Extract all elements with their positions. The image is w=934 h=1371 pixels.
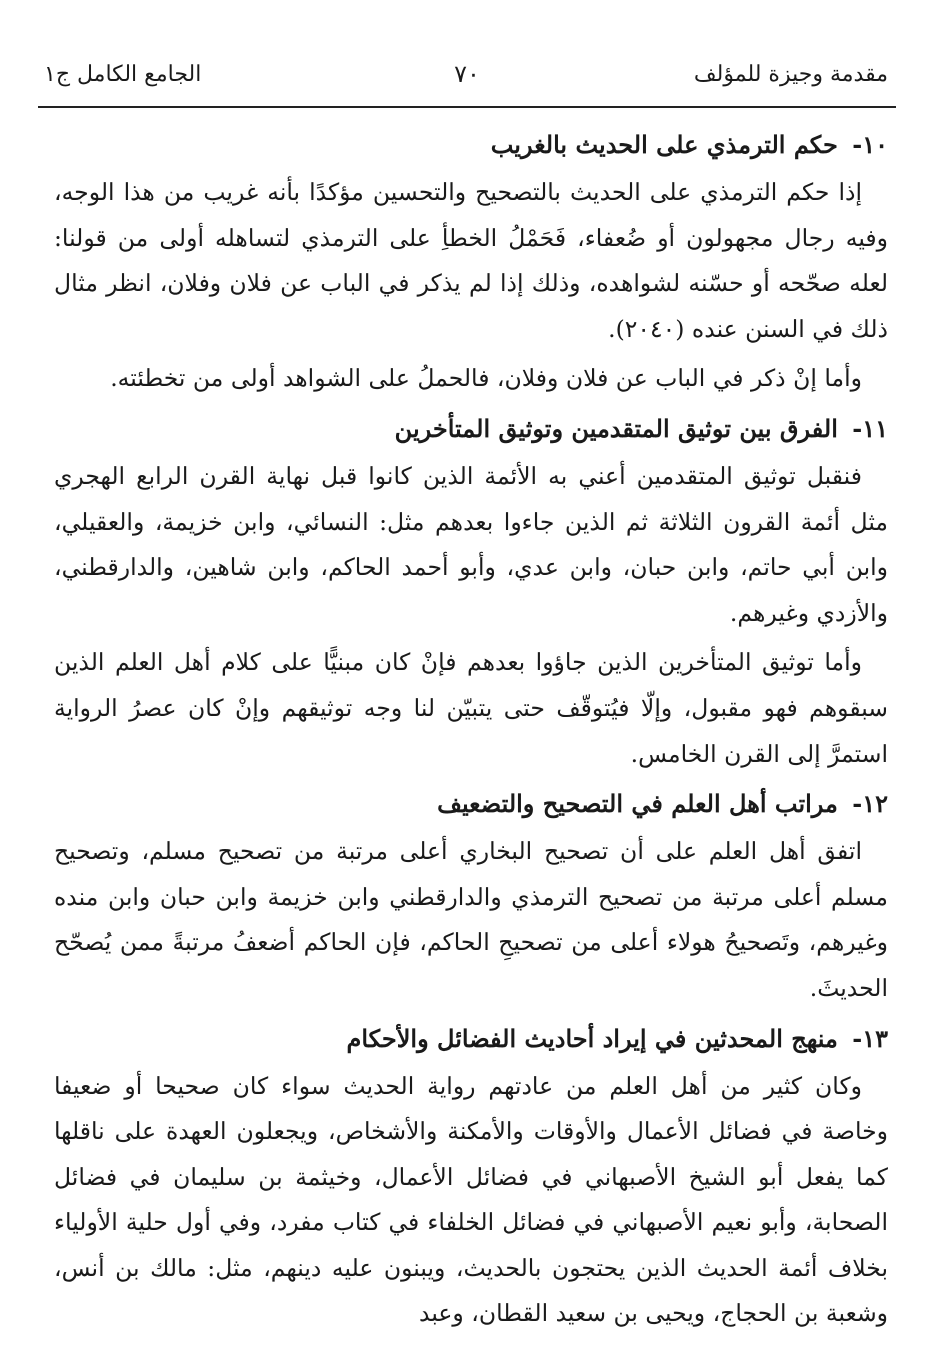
section-title: حكم الترمذي على الحديث بالغريب bbox=[490, 130, 838, 159]
paragraph: إذا حكم الترمذي على الحديث بالتصحيح والتحسين مؤكدًا بأنه غريب من هذا الوجه، وفيه رجال مجهولون أو ضُعفاء، فَحَمْلُ الخطأِ على الترمذي لتساهله أولى من قولنا: لعله صحّحه أو حسّنه لشواهده، وذلك إذا لم يذكر في الباب عن فلان وفلان، انظر مثال ذلك في السنن عنده (٢٠٤٠). bbox=[54, 178, 888, 343]
running-head bbox=[40, 58, 894, 98]
section-heading-11 bbox=[54, 406, 888, 452]
section-number: ١١- bbox=[852, 413, 888, 443]
section-number: ١٠- bbox=[852, 130, 888, 159]
running-head-section-title: مقدمة وجيزة للمؤلف bbox=[693, 62, 888, 87]
section-title: الفرق بين توثيق المتقدمين وتوثيق المتأخرين bbox=[394, 413, 838, 443]
section-heading-13 bbox=[54, 1016, 888, 1062]
paragraph: وأما إنْ ذكر في الباب عن فلان وفلان، فالحملُ على الشواهد أولى من تخطئته. bbox=[110, 364, 862, 393]
page-number: ٧٠ bbox=[454, 60, 480, 88]
section-title: منهج المحدثين في إيراد أحاديث الفضائل والأحكام bbox=[346, 1023, 838, 1053]
section-number: ١٢- bbox=[852, 789, 888, 819]
running-head-book-title: الجامع الكامل ج١ bbox=[44, 62, 202, 87]
section-heading-10 bbox=[54, 122, 888, 168]
page-body bbox=[54, 118, 888, 1341]
section-number: ١٣- bbox=[852, 1023, 888, 1053]
header-rule bbox=[38, 106, 896, 108]
paragraph: اتفق أهل العلم على أن تصحيح البخاري أعلى مرتبة من تصحيح مسلم، وتصحيح مسلم أعلى مرتبة من تصحيح الترمذي والدارقطني وابن خزيمة وابن حبان وابن منده وغيرهم، وتَصحيحُ هولاء أعلى من تصحيحِ الحاكم، فإن الحاكم أضعفُ مرتبةً ممن يُصحّح الحديثَ. bbox=[54, 837, 888, 1002]
section-title: مراتب أهل العلم في التصحيح والتضعيف bbox=[437, 789, 838, 819]
paragraph: وكان كثير من أهل العلم من عادتهم رواية الحديث سواء كان صحيحا أو ضعيفا وخاصة في فضائل الأعمال والأوقات والأمكنة والأشخاص، ويجعلون العهدة على ناقلها كما يفعل أبو الشيخ الأصبهاني في فضائل الأعمال، وخيثمة بن سليمان في فضائل الصحابة، وأبو نعيم الأصبهاني في فضائل الخلفاء في كتاب مفرد، وفي أول حلية الأولياء بخلاف أئمة الحديث الذين يحتجون بالحديث، ويبنون عليه دينهم، مثل: مالك بن أنس، وشعبة بن الحجاج، ويحيى بن سعيد القطان، وعبد bbox=[54, 1071, 888, 1328]
paragraph: فنقبل توثيق المتقدمين أعني به الأئمة الذين كانوا قبل نهاية القرن الرابع الهجري مثل أئمة القرون الثلاثة ثم الذين جاءوا بعدهم مثل: النسائي، وابن خزيمة، والعقيلي، وابن أبي حاتم، وابن حبان، وابن عدي، وأبو أحمد الحاكم، وابن شاهين، والدارقطني، والأزدي وغيرهم. bbox=[54, 461, 888, 627]
paragraph: وأما توثيق المتأخرين الذين جاؤوا بعدهم فإنْ كان مبنيًّا على كلام أهل العلم الذين سبقوهم فهو مقبول، وإلّا فيُتوقّف حتى يتبيّن لنا وجه توثيقهم وإنْ كان عصرُ الرواية استمرَّ إلى القرن الخامس. bbox=[54, 648, 888, 768]
section-heading-12 bbox=[54, 781, 888, 827]
